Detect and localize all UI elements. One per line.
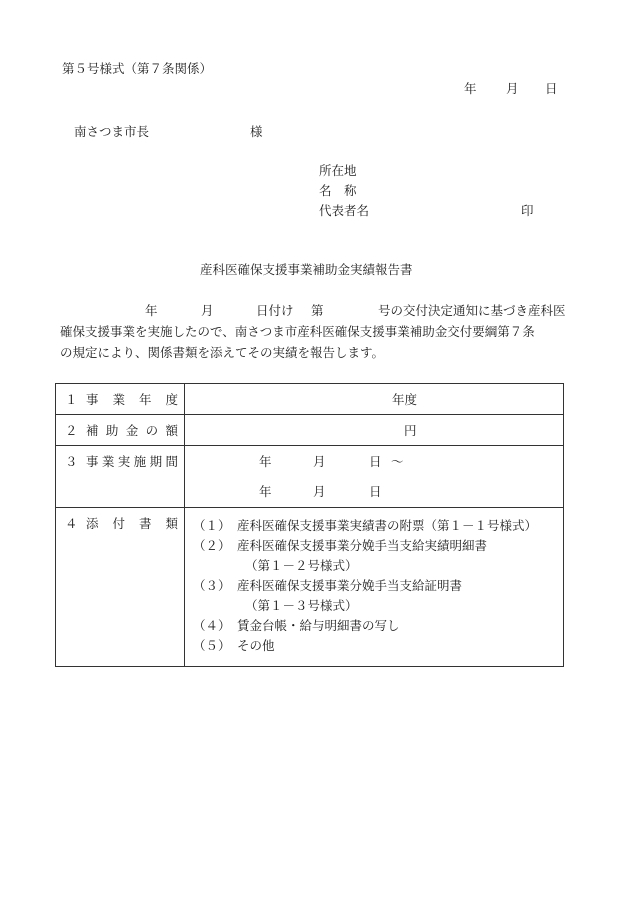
- label-char: 業: [101, 454, 115, 469]
- label-char: 書: [138, 516, 152, 531]
- report-table: [55, 383, 564, 667]
- list-item: [193, 616, 537, 636]
- row-number: １: [65, 392, 78, 407]
- label-char: 助: [105, 423, 119, 438]
- row-label-fiscal-year: [56, 384, 185, 415]
- label-char: 業: [112, 392, 125, 407]
- table-row: [56, 384, 564, 415]
- date-year-label: 年: [464, 81, 477, 96]
- label-char: 間: [165, 454, 178, 469]
- intro-line-2: 確保支援事業を実施したので、南さつま市産科医確保支援事業補助金交付要綱第７条: [60, 324, 535, 339]
- label-char: 施: [133, 454, 147, 469]
- label-char: の: [145, 423, 159, 438]
- label-char: 金: [125, 423, 139, 438]
- addressee-honorific: 様: [250, 124, 263, 139]
- applicant-name-label: 名 称: [319, 183, 357, 198]
- intro-year: 年: [145, 303, 158, 318]
- period-start: [259, 456, 404, 469]
- intro-line-3: の規定により、関係書類を添えてその実績を報告します。: [60, 345, 385, 360]
- list-item: [193, 636, 537, 656]
- intro-month: 月: [201, 303, 214, 318]
- attachment-number: （１）: [193, 517, 231, 533]
- form-number: 第５号様式（第７条関係）: [62, 61, 213, 76]
- amount-cell: [185, 415, 564, 446]
- period-start-month: 月: [313, 454, 326, 469]
- period-tilde: ～: [391, 454, 404, 469]
- fiscal-year-value: 年度: [392, 392, 418, 407]
- label-char: 添: [86, 516, 99, 531]
- amount-value: 円: [404, 423, 417, 438]
- row-label-amount: [56, 415, 185, 446]
- attachment-list: [193, 516, 537, 656]
- label-char: 事: [86, 454, 99, 469]
- list-item: [193, 536, 537, 556]
- list-item: [193, 576, 537, 596]
- row-number: ３: [65, 454, 78, 469]
- attachment-text: 産科医確保支援事業分娩手当支給実績明細書: [237, 537, 488, 553]
- label-char: 付: [112, 516, 125, 531]
- attachment-number: （５）: [193, 637, 231, 653]
- intro-dated: 日付け: [256, 303, 294, 318]
- applicant-address-label: 所在地: [319, 163, 357, 178]
- label-char: 年: [138, 392, 152, 407]
- row-label-period: [56, 446, 185, 508]
- label-char: 期: [149, 454, 163, 469]
- attachment-text: 産科医確保支援事業分娩手当支給証明書: [237, 577, 463, 593]
- period-end: [259, 486, 382, 499]
- attachment-subtext: （第１－２号様式）: [245, 557, 358, 573]
- attachment-number: （３）: [193, 577, 231, 593]
- period-end-year: 年: [259, 484, 272, 499]
- row-label-attachments: [56, 508, 185, 667]
- attachment-text: 産科医確保支援事業実績書の附票（第１－１号様式）: [237, 517, 538, 533]
- attachments-cell: [185, 508, 564, 667]
- label-char: 実: [117, 454, 131, 469]
- label-char: 類: [165, 516, 178, 531]
- fiscal-year-cell: [185, 384, 564, 415]
- attachment-number: （２）: [193, 537, 231, 553]
- period-start-year: 年: [259, 454, 272, 469]
- table-row: [56, 446, 564, 508]
- period-cell: [185, 446, 564, 508]
- date-month-label: 月: [506, 81, 519, 96]
- applicant-representative-label: 代表者名: [319, 203, 370, 218]
- intro-line-1: [60, 305, 580, 319]
- period-end-day: 日: [369, 484, 382, 499]
- seal-mark: 印: [521, 203, 534, 218]
- period-start-day: 日: [369, 454, 382, 469]
- attachment-text: 賃金台帳・給与明細書の写し: [237, 617, 400, 633]
- intro-no-prefix: 第: [311, 303, 324, 318]
- label-char: 事: [86, 392, 99, 407]
- row-number: ２: [65, 423, 78, 438]
- label-char: 補: [86, 423, 99, 438]
- addressee-name: 南さつま市長: [74, 124, 150, 139]
- attachment-text: その他: [237, 637, 275, 653]
- date-day-label: 日: [545, 81, 558, 96]
- row-number: ４: [65, 516, 78, 531]
- attachment-subtext: （第１－３号様式）: [245, 597, 358, 613]
- attachment-number: （４）: [193, 617, 231, 633]
- table-row: [56, 415, 564, 446]
- table-row: [56, 508, 564, 667]
- document-title: 産科医確保支援事業補助金実績報告書: [200, 262, 413, 277]
- label-char: 額: [165, 423, 178, 438]
- list-item: [193, 516, 537, 536]
- intro-rest: 号の交付決定通知に基づき産科医: [378, 303, 566, 318]
- period-end-month: 月: [313, 484, 326, 499]
- label-char: 度: [165, 392, 178, 407]
